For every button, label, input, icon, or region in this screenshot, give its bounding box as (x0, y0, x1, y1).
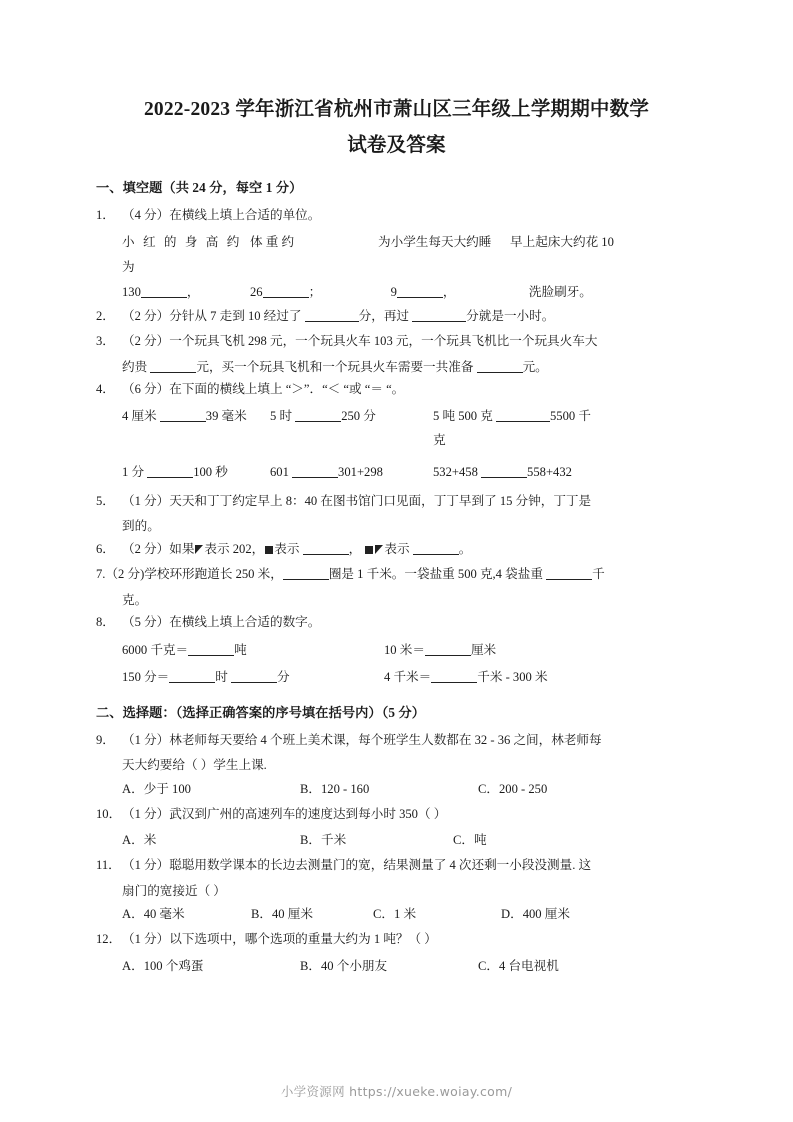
section-heading-fill-in-blank: 一、填空题（共 24 分，每空 1 分） (96, 180, 303, 195)
q6-text-1: （2 分）如果 (122, 541, 195, 556)
question-7-number: 7. (96, 567, 106, 581)
q4-item-1 (122, 404, 270, 428)
q8-blank-3[interactable] (169, 669, 215, 683)
question-10-line-1: （1 分）武汉到广州的高速列车的速度达到每小时 350（ ） (122, 806, 447, 821)
question-9 (96, 729, 697, 752)
q3-text-1: 约贵 (122, 359, 148, 374)
q1-label-height: 小 红 的 身 高 约 为 (122, 234, 242, 274)
q8-item-1 (122, 637, 384, 664)
q8-blank-1[interactable] (188, 642, 234, 656)
q4-item-1-left: 4 厘米 (122, 408, 157, 423)
filled-triangle-icon-2 (375, 545, 383, 554)
q1-label-weight: 体 重 约 (250, 234, 295, 249)
question-4-row-2 (122, 460, 697, 484)
question-4-row-1 (122, 404, 697, 428)
question-4 (96, 378, 697, 401)
q3-blank-2[interactable] (477, 359, 523, 373)
q1-value-130: 130 (122, 284, 141, 299)
q8-item-4-left: 4 千米＝ (384, 669, 432, 684)
q9-option-a[interactable]: A．少于 100 (122, 781, 191, 796)
q4-item-3-wrap: 克 (433, 432, 446, 447)
q4-item-3-left: 5 吨 500 克 (433, 408, 493, 423)
q8-item-1-right: 吨 (234, 642, 247, 657)
q6-blank-2[interactable] (413, 541, 459, 555)
q12-option-c[interactable]: C．4 台电视机 (478, 958, 559, 973)
q3-text-2: 元，买一个玩具飞机和一个玩具火车需要一共准备 (196, 359, 474, 374)
q4-item-6-left: 532+458 (433, 464, 478, 479)
site-watermark: 小学资源网 https://xueke.woiay.com/ (280, 1084, 513, 1099)
question-5-line-2: 到的。 (122, 519, 160, 533)
q7-text-1: （2 分)学校环形跑道长 250 米， (105, 567, 283, 581)
q4-item-5 (270, 460, 433, 484)
q11-option-d[interactable]: D．400 厘米 (501, 907, 570, 921)
q6-text-3: 表示 (274, 541, 300, 556)
q4-item-5-right: 301+298 (338, 464, 383, 479)
q9-option-c[interactable]: C．200 - 250 (478, 781, 548, 796)
question-12-number: 12． (96, 932, 122, 946)
q8-item-2 (384, 637, 697, 664)
question-2-body (122, 305, 697, 328)
question-7-line-2: 克。 (122, 592, 148, 607)
question-4-row-1-wrap (122, 428, 697, 452)
question-1-stem: （4 分）在横线上填上合适的单位。 (122, 208, 321, 222)
question-9-number: 9． (96, 732, 115, 747)
q4-blank-4[interactable] (147, 464, 193, 478)
q4-blank-3[interactable] (496, 408, 550, 422)
q1-answer-sleep (378, 280, 510, 305)
q1-punct-2: ； (308, 284, 322, 299)
q3-blank-1[interactable] (150, 359, 196, 373)
question-3-body (122, 330, 697, 353)
q4-item-5-left: 601 (270, 464, 289, 479)
q3-text-3: 元。 (522, 359, 548, 374)
q11-option-c[interactable]: C．1 米 (373, 907, 417, 921)
question-11-options (122, 902, 697, 926)
q8-item-1-left: 6000 千克＝ (122, 642, 189, 657)
question-12 (96, 928, 697, 951)
question-3-number: 3． (96, 334, 115, 348)
q1-text-wash: 洗脸刷牙。 (528, 284, 592, 299)
question-6 (96, 538, 697, 561)
question-1-grid (122, 230, 697, 305)
section-heading-multiple-choice: 二、选择题：（选择正确答案的序号填在括号内）（5 分） (96, 704, 426, 720)
q4-item-2 (270, 404, 433, 428)
q8-item-2-left: 10 米＝ (384, 642, 425, 657)
q4-item-3 (433, 404, 697, 428)
q11-option-b[interactable]: B．40 厘米 (251, 907, 313, 921)
q2-text-2: 分，再过 (358, 308, 409, 323)
question-1-number: 1． (96, 208, 115, 222)
q8-item-4 (384, 664, 697, 691)
q1-answer-height (122, 280, 250, 305)
question-12-line-1: （1 分）以下选项中，哪个选项的重量大约为 1 吨？（ ） (122, 932, 437, 946)
question-9-line-1: （1 分）林老师每天要给 4 个班上美术课，每个班学生人数都在 32 - 36 之间，林老师每 (122, 732, 602, 747)
q1-blank-1[interactable] (141, 284, 187, 298)
question-5-number: 5． (96, 493, 115, 508)
question-5-line-1: （1 分）天天和丁丁约定早上 8：40 在图书馆门口见面，丁丁早到了 15 分钟，丁丁是 (122, 493, 592, 508)
q8-item-3-mid: 时 (215, 669, 228, 684)
q11-option-a[interactable]: A．40 毫米 (122, 907, 185, 921)
question-12-options (122, 954, 697, 978)
q3-line-1: （2 分）一个玩具飞机 298 元，一个玩具火车 103 元，一个玩具飞机比一个玩具火车大 (122, 334, 598, 348)
q8-blank-5[interactable] (431, 669, 477, 683)
question-1-grid-row-labels (122, 230, 697, 280)
page-title-line2: 试卷及答案 (347, 135, 446, 156)
question-11-line-2: 扇门的宽接近（ ） (122, 883, 226, 898)
q4-item-4-right: 100 秒 (193, 464, 228, 479)
q12-option-a[interactable]: A．100 个鸡蛋 (122, 958, 204, 973)
question-6-number: 6． (96, 541, 115, 556)
q1-blank-2[interactable] (263, 284, 309, 298)
q6-text-6: 。 (458, 541, 472, 556)
q4-item-4 (122, 460, 270, 484)
question-2-number: 2． (96, 308, 115, 323)
q4-item-4-left: 1 分 (122, 464, 145, 479)
q8-item-3-right: 分 (276, 669, 290, 684)
q4-item-1-right: 39 毫米 (205, 408, 247, 423)
q1-blank-3[interactable] (397, 284, 443, 298)
question-2 (96, 305, 697, 328)
filled-square-icon (265, 546, 273, 554)
question-3 (96, 330, 697, 353)
q8-blank-2[interactable] (425, 642, 471, 656)
q2-text-3: 分就是一小时。 (466, 308, 555, 323)
q4-blank-2[interactable] (295, 408, 341, 422)
q10-option-a[interactable]: A．米 (122, 833, 157, 847)
question-11-line-1: （1 分）聪聪用数学课本的长边去测量门的宽，结果测量了 4 次还剩一小段没测量. 这 (122, 858, 592, 872)
page-title (96, 0, 697, 164)
q10-option-c[interactable]: C．吨 (453, 833, 487, 847)
q8-item-3 (122, 664, 384, 691)
q1-label-wakeup: 早上起床大约花 10 (510, 234, 614, 249)
q4-blank-6[interactable] (481, 464, 527, 478)
q1-value-26: 26 (250, 284, 263, 299)
q4-item-6 (433, 460, 697, 484)
q1-value-9: 9 (390, 284, 397, 299)
question-3-line-2 (122, 356, 697, 379)
q1-label-sleep: 为小学生每天大约睡 (378, 234, 492, 249)
q1-answer-weight (250, 280, 378, 305)
question-8-row-1 (122, 637, 697, 664)
question-1-grid-row-blanks (122, 280, 697, 305)
question-9-line-2: 天大约要给（ ）学生上课. (122, 758, 267, 772)
question-11-number: 11． (96, 858, 121, 872)
question-7-body (105, 563, 697, 586)
question-8-row-2 (122, 664, 697, 691)
q4-item-2-left: 5 时 (270, 408, 293, 423)
question-5 (96, 490, 697, 513)
filled-triangle-icon (195, 545, 203, 554)
question-10-number: 10． (96, 806, 122, 821)
q2-blank-1[interactable] (305, 308, 359, 322)
question-11 (96, 854, 697, 877)
q7-text-2: 圈是 1 千米。一袋盐重 500 克,4 袋盐重 (328, 567, 543, 581)
q8-item-4-right: 千米 - 300 米 (477, 669, 548, 684)
q10-option-b[interactable]: B．千米 (300, 833, 347, 847)
question-8-number: 8． (96, 615, 115, 629)
question-4-stem: （6 分）在下面的横线上填上 “＞”．“＜ “或 “＝ “。 (122, 382, 405, 396)
q4-blank-1[interactable] (160, 408, 206, 422)
question-8-stem: （5 分）在横线上填上合适的数字。 (122, 615, 321, 629)
filled-square-icon-2 (365, 546, 373, 554)
question-10-options (122, 828, 697, 852)
q1-punct-3: ， (442, 284, 456, 299)
q4-item-2-right: 250 分 (341, 408, 376, 423)
question-4-number: 4． (96, 382, 115, 396)
q2-text-1: （2 分）分针从 7 走到 10 经过了 (122, 308, 302, 323)
question-6-body (122, 538, 697, 561)
q4-item-6-right: 558+432 (527, 464, 572, 479)
question-10 (96, 803, 697, 826)
q1-answer-wakeup (510, 280, 697, 305)
q8-item-3-left: 150 分＝ (122, 669, 170, 684)
q6-text-4: ， (348, 541, 362, 556)
page-title-line1: 2022-2023 学年浙江省杭州市萧山区三年级上学期期中数学 (143, 99, 650, 120)
question-9-options (122, 777, 697, 801)
q7-blank-1[interactable] (283, 566, 329, 580)
question-1 (96, 204, 697, 227)
q6-text-5: 表示 (384, 541, 410, 556)
q12-option-b[interactable]: B．40 个小朋友 (300, 958, 388, 973)
question-7 (96, 563, 697, 586)
q8-blank-4[interactable] (231, 669, 277, 683)
q6-text-2: 表示 202， (204, 541, 265, 556)
q7-blank-2[interactable] (546, 566, 592, 580)
question-8 (96, 611, 697, 634)
q6-blank-1[interactable] (303, 541, 349, 555)
q1-punct-1: ， (186, 284, 200, 299)
q2-blank-2[interactable] (412, 308, 466, 322)
q4-item-3-right: 5500 千 (549, 408, 591, 423)
q7-text-3: 千 (592, 567, 605, 581)
q9-option-b[interactable]: B．120 - 160 (300, 781, 370, 796)
q4-blank-5[interactable] (292, 464, 338, 478)
q8-item-2-right: 厘米 (470, 642, 497, 657)
